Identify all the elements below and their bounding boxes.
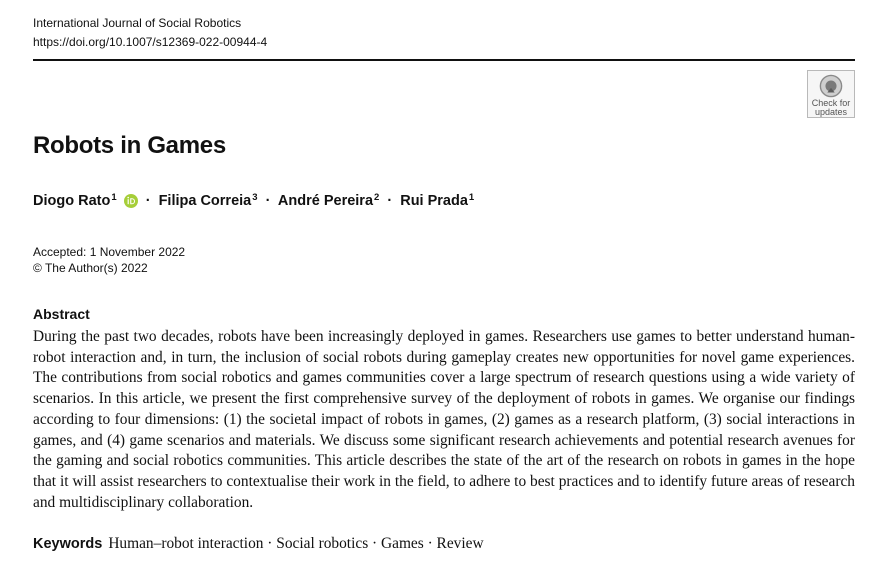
author-name[interactable]: Filipa Correia (158, 193, 252, 209)
keywords-section (33, 535, 484, 553)
journal-header (33, 14, 267, 52)
author-affiliation: 1 (111, 192, 117, 203)
check-for-updates-badge[interactable] (807, 70, 855, 118)
author-name[interactable]: André Pereira (277, 193, 374, 209)
author-affiliation: 1 (468, 192, 475, 203)
accepted-date: Accepted: 1 November 2022 (33, 245, 186, 259)
author-separator: · (265, 193, 271, 209)
publication-dates (33, 244, 185, 276)
orcid-icon[interactable] (124, 194, 138, 208)
header-divider (33, 59, 855, 61)
author-name[interactable]: Rui Prada (400, 193, 468, 209)
paper-title: Robots in Games (33, 132, 226, 159)
author-affiliation: 3 (252, 192, 258, 203)
author-name[interactable]: Diogo Rato (33, 193, 111, 209)
author-list (33, 192, 474, 209)
doi-link[interactable]: https://doi.org/10.1007/s12369-022-00944-4 (33, 35, 268, 49)
badge-label: Check for updates (811, 98, 851, 117)
copyright-notice: © The Author(s) 2022 (33, 261, 148, 275)
keywords-label: Keywords (33, 536, 103, 552)
author-separator: · (145, 193, 151, 209)
keywords-list: Human–robot interaction · Social robotics · Games · Review (108, 535, 484, 552)
abstract-text: During the past two decades, robots have been increasingly deployed in games. Researchers use games to better understand human-robot interaction and, in turn, the inclusion of social robots during gameplay creates new opportunities for novel game experiences. The contributions from social robotics and games communities cover a large spectrum of research questions using a wide variety of scenarios. In this article, we present the first comprehensive survey of the deployment of robots in games. We organise our findings according to four dimensions: (1) the societal impact of robots in games, (2) games as a research platform, (3) social interactions in games, and (4) game scenarios and materials. We discuss some significant research achievements and potential research avenues for the gaming and social robotics communities. This article describes the state of the art of the research on robots in games in the hope that it will assist researchers to contextualise their work in the field, to adhere to best practices and to identify future areas of research and multidisciplinary collaboration. (33, 328, 855, 511)
abstract-heading: Abstract (33, 306, 90, 322)
author-separator: · (387, 193, 393, 209)
check-for-updates-icon (818, 74, 844, 98)
journal-name: International Journal of Social Robotics (33, 16, 242, 30)
author-affiliation: 2 (374, 192, 380, 203)
